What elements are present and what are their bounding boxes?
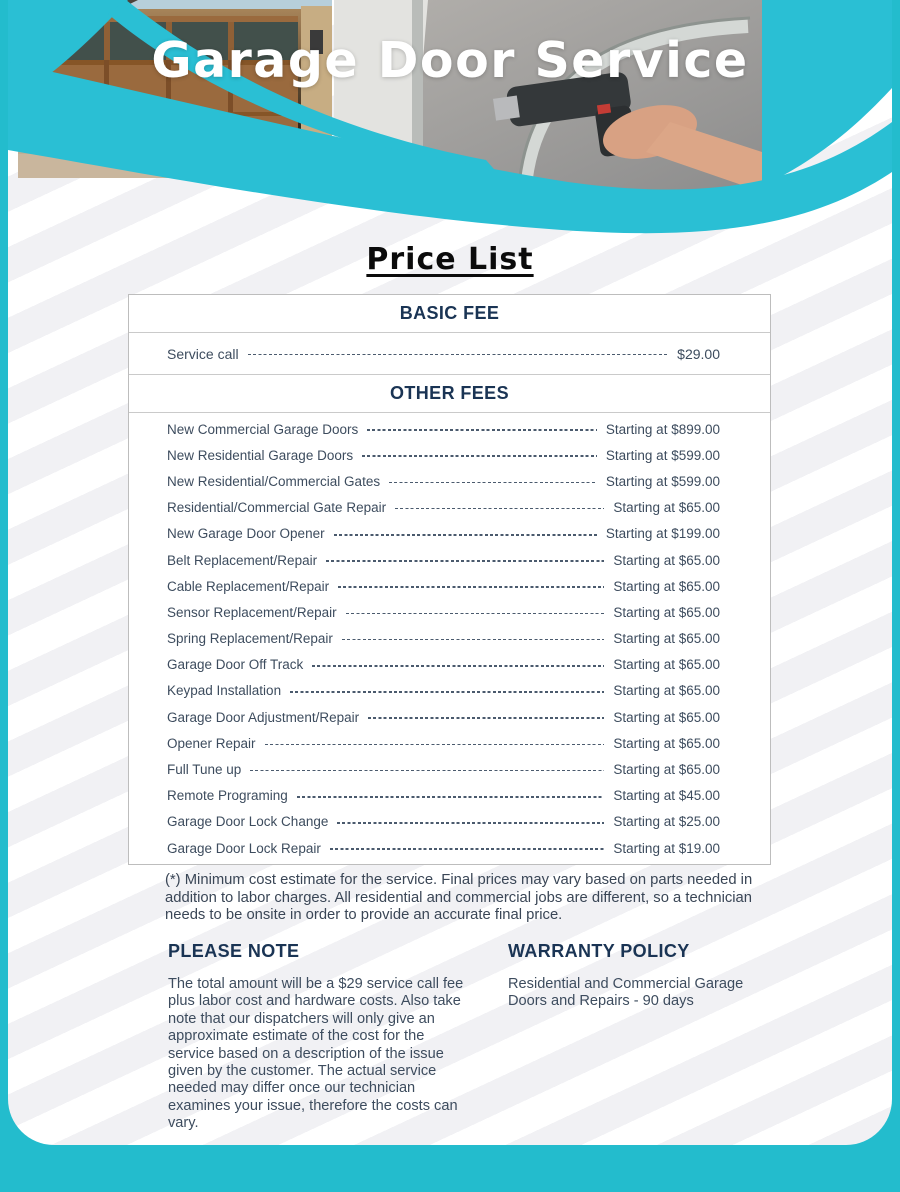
fee-label: New Garage Door Opener: [167, 526, 325, 542]
dashed-leader: [346, 613, 605, 615]
fee-price: Starting at $65.00: [613, 735, 720, 751]
fee-price: Starting at $65.00: [613, 762, 720, 778]
fee-row: [129, 835, 770, 861]
footnote: (*) Minimum cost estimate for the service. Final prices may vary based on parts needed in addition to labor charges. All residential and commercial jobs are different, so a technician needs to be onsite in order to provide an accurate final price.: [165, 872, 753, 924]
fee-row: [129, 547, 770, 573]
dashed-leader: [338, 586, 604, 588]
fee-label: New Residential/Commercial Gates: [167, 473, 381, 489]
fee-label: Sensor Replacement/Repair: [167, 604, 337, 620]
flyer-page: [8, 0, 892, 1145]
dashed-leader: [395, 508, 604, 510]
page-title: Garage Door Service: [151, 32, 749, 89]
fee-row: [129, 416, 770, 442]
fee-row: [129, 599, 770, 625]
fee-row: [129, 783, 770, 809]
dashed-leader: [342, 639, 605, 641]
fee-price: Starting at $65.00: [613, 500, 720, 516]
other-fees-list: [129, 413, 770, 864]
fee-label: Residential/Commercial Gate Repair: [167, 500, 387, 516]
fee-price: Starting at $45.00: [613, 788, 720, 804]
fee-price: Starting at $19.00: [613, 840, 720, 856]
fee-row: [129, 333, 770, 374]
fee-price: Starting at $65.00: [613, 578, 720, 594]
other-fees-header: OTHER FEES: [129, 375, 770, 413]
price-list-title: Price List: [366, 242, 534, 277]
fee-label: Garage Door Lock Change: [167, 814, 329, 830]
dashed-leader: [326, 560, 604, 562]
fee-label: Spring Replacement/Repair: [167, 631, 333, 647]
fee-label: New Residential Garage Doors: [167, 447, 354, 463]
dashed-leader: [330, 848, 605, 850]
fee-row: [129, 652, 770, 678]
fee-row: [129, 442, 770, 468]
fee-label: Garage Door Adjustment/Repair: [167, 709, 360, 725]
dashed-leader: [389, 482, 597, 484]
dashed-leader: [290, 691, 604, 693]
dashed-leader: [362, 455, 597, 457]
warranty-heading: WARRANTY POLICY: [508, 941, 690, 961]
dashed-leader: [334, 534, 597, 536]
fee-label: Garage Door Off Track: [167, 657, 304, 673]
dashed-leader: [250, 770, 604, 772]
fee-row: [129, 756, 770, 782]
fee-label: Opener Repair: [167, 735, 256, 751]
please-note-section: [168, 941, 473, 1133]
fee-label: New Commercial Garage Doors: [167, 421, 359, 437]
fee-label: Garage Door Lock Repair: [167, 840, 321, 856]
fee-label: Service call: [167, 345, 239, 362]
fee-price: Starting at $25.00: [613, 814, 720, 830]
please-note-heading: PLEASE NOTE: [168, 941, 300, 961]
price-list-title-wrap: [8, 242, 892, 277]
fee-row: [129, 521, 770, 547]
fee-label: Cable Replacement/Repair: [167, 578, 330, 594]
fee-price: Starting at $599.00: [605, 447, 720, 463]
fee-label: Keypad Installation: [167, 683, 282, 699]
warranty-body: Residential and Commercial Garage Doors and Repairs - 90 days: [508, 976, 744, 1010]
fee-price: Starting at $65.00: [613, 631, 720, 647]
fee-label: Remote Programing: [167, 788, 288, 804]
dashed-leader: [248, 354, 669, 356]
fee-price: Starting at $65.00: [613, 709, 720, 725]
fee-row: [129, 704, 770, 730]
fee-price: Starting at $65.00: [613, 552, 720, 568]
fee-row: [129, 626, 770, 652]
dashed-leader: [368, 717, 604, 719]
dashed-leader: [297, 796, 605, 798]
dashed-leader: [337, 822, 604, 824]
basic-fee-header: BASIC FEE: [129, 295, 770, 333]
warranty-section: [508, 941, 768, 1011]
price-table: [128, 294, 771, 865]
basic-fee-list: [129, 333, 770, 375]
fee-price: $29.00: [677, 345, 720, 362]
dashed-leader: [312, 665, 604, 667]
fee-price: Starting at $199.00: [605, 526, 720, 542]
fee-label: Belt Replacement/Repair: [167, 552, 318, 568]
dashed-leader: [367, 429, 597, 431]
fee-row: [129, 678, 770, 704]
fee-price: Starting at $899.00: [605, 421, 720, 437]
dashed-leader: [265, 744, 605, 746]
fee-row: [129, 573, 770, 599]
fee-price: Starting at $599.00: [605, 473, 720, 489]
fee-row: [129, 730, 770, 756]
fee-price: Starting at $65.00: [613, 604, 720, 620]
fee-price: Starting at $65.00: [613, 657, 720, 673]
fee-row: [129, 495, 770, 521]
header-banner: [8, 0, 892, 250]
please-note-body: The total amount will be a $29 service call fee plus labor cost and hardware costs. Also take note that our dispatchers will only give an approximate estimate of the cost for the service based on a description of the issue given by the customer. The actual service needed may differ once our technician examines your issue, therefore the costs can vary.: [168, 976, 464, 1132]
fee-price: Starting at $65.00: [613, 683, 720, 699]
fee-label: Full Tune up: [167, 762, 242, 778]
fee-row: [129, 468, 770, 494]
fee-row: [129, 809, 770, 835]
